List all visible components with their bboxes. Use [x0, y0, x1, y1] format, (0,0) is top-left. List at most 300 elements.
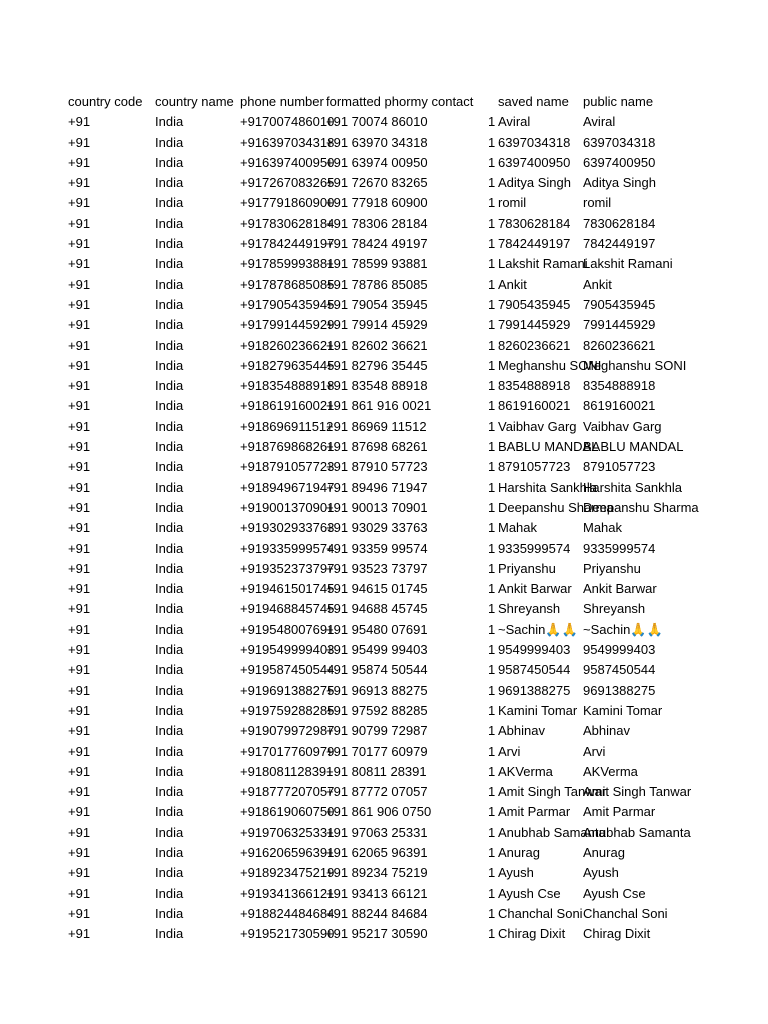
saved-name-cell: Mahak	[498, 520, 538, 536]
saved-name-cell: Lakshit Ramani	[498, 256, 588, 272]
country-name-cell: India	[155, 175, 184, 191]
phone-number-cell: +918791057723	[240, 459, 335, 475]
country-name-cell: India	[155, 215, 184, 231]
phone-number-cell: +919759288285	[240, 702, 335, 718]
phone-number-cell: +919335999574	[240, 540, 335, 556]
formatted-contact-cell: +91 78424 49197	[326, 236, 428, 252]
country-name-cell: India	[155, 337, 184, 353]
country-name-cell: India	[155, 357, 184, 373]
table-row	[0, 396, 768, 416]
country-name-cell: India	[155, 926, 184, 942]
saved-name-cell: Chanchal Soni	[498, 905, 583, 921]
country-name-cell: India	[155, 520, 184, 536]
country-code-cell: +91	[68, 723, 91, 739]
country-code-cell: +91	[68, 479, 91, 495]
saved-name-cell: Vaibhav Garg	[498, 418, 577, 434]
table-row	[0, 721, 768, 741]
phone-number-cell: +918769868261	[240, 439, 335, 455]
saved-name-cell: Deepanshu Sharma	[498, 499, 614, 515]
country-code-cell: +91	[68, 236, 91, 252]
country-code-cell: +91	[68, 459, 91, 475]
saved-name-cell: 8354888918	[498, 378, 571, 394]
country-code-cell: +91	[68, 702, 91, 718]
public-name-cell: Meghanshu SONI	[583, 357, 687, 373]
flag-cell: 1	[488, 804, 496, 820]
saved-name-cell: Ankit	[498, 276, 527, 292]
saved-name-cell: 9549999403	[498, 642, 571, 658]
country-name-cell: India	[155, 540, 184, 556]
table-row	[0, 620, 768, 640]
flag-cell: 1	[488, 154, 496, 170]
formatted-contact-cell: +91 87698 68261	[326, 439, 428, 455]
saved-name-cell: Priyanshu	[498, 560, 556, 576]
table-row	[0, 599, 768, 619]
table-row	[0, 133, 768, 153]
country-code-cell: +91	[68, 844, 91, 860]
phone-number-cell: +917905435945	[240, 296, 335, 312]
flag-cell: 1	[488, 540, 496, 556]
table-row	[0, 762, 768, 782]
phone-number-cell: +916397034318	[240, 134, 335, 150]
public-name-cell: 9335999574	[583, 540, 656, 556]
flag-cell: 1	[488, 763, 496, 779]
flag-cell: 1	[488, 905, 496, 921]
flag-cell: 1	[488, 195, 496, 211]
phone-number-cell: +917791860900	[240, 195, 335, 211]
formatted-contact-cell: +91 77918 60900	[326, 195, 428, 211]
table-row	[0, 802, 768, 822]
saved-name-cell: Shreyansh	[498, 601, 561, 617]
flag-cell: 1	[488, 520, 496, 536]
formatted-contact-cell: +91 79054 35945	[326, 296, 428, 312]
country-code-cell: +91	[68, 662, 91, 678]
country-name-cell: India	[155, 642, 184, 658]
formatted-contact-cell: +91 86969 11512	[326, 418, 427, 434]
table-row	[0, 823, 768, 843]
flag-cell: 1	[488, 357, 496, 373]
table-row	[0, 863, 768, 883]
saved-name-cell: Kamini Tomar	[498, 702, 578, 718]
table-row	[0, 782, 768, 802]
table-row	[0, 295, 768, 315]
phone-number-cell: +918824484684	[240, 905, 335, 921]
flag-cell: 1	[488, 276, 496, 292]
public-name-cell: 9587450544	[583, 662, 656, 678]
saved-name-cell: ~Sachin🙏🙏	[498, 621, 578, 637]
table-row	[0, 518, 768, 538]
phone-number-cell: +917830628184	[240, 215, 335, 231]
formatted-contact-cell: +91 95480 07691	[326, 621, 428, 637]
phone-number-cell: +917991445929	[240, 317, 335, 333]
saved-name-cell: Arvi	[498, 743, 521, 759]
flag-cell: 1	[488, 702, 496, 718]
saved-name-cell: 7991445929	[498, 317, 571, 333]
country-code-cell: +91	[68, 154, 91, 170]
formatted-contact-cell: +91 78599 93881	[326, 256, 428, 272]
saved-name-cell: BABLU MANDAL	[498, 439, 599, 455]
table-row	[0, 681, 768, 701]
country-code-cell: +91	[68, 296, 91, 312]
country-name-cell: India	[155, 236, 184, 252]
country-code-cell: +91	[68, 398, 91, 414]
formatted-contact-cell: +91 93029 33763	[326, 520, 428, 536]
flag-cell: 1	[488, 378, 496, 394]
phone-number-cell: +919079972987	[240, 723, 335, 739]
public-name-cell: 9549999403	[583, 642, 656, 658]
phone-number-cell: +919302933763	[240, 520, 335, 536]
flag-cell: 1	[488, 459, 496, 475]
public-name-cell: Ankit Barwar	[583, 581, 657, 597]
table-row	[0, 173, 768, 193]
flag-cell: 1	[488, 134, 496, 150]
country-name-cell: India	[155, 439, 184, 455]
country-code-cell: +91	[68, 642, 91, 658]
flag-cell: 1	[488, 337, 496, 353]
country-name-cell: India	[155, 459, 184, 475]
country-name-cell: India	[155, 621, 184, 637]
phone-number-cell: +916206596391	[240, 844, 335, 860]
country-name-cell: India	[155, 560, 184, 576]
flag-cell: 1	[488, 236, 496, 252]
public-name-cell: Priyanshu	[583, 560, 641, 576]
flag-cell: 1	[488, 784, 496, 800]
table-row	[0, 498, 768, 518]
saved-name-cell: Ayush Cse	[498, 885, 561, 901]
public-name-cell: Ankit	[583, 276, 612, 292]
country-name-cell: India	[155, 296, 184, 312]
flag-cell: 1	[488, 723, 496, 739]
public-name-cell: 8260236621	[583, 337, 656, 353]
country-name-cell: India	[155, 763, 184, 779]
public-name-cell: Aviral	[583, 114, 616, 130]
table-row	[0, 193, 768, 213]
country-name-cell: India	[155, 378, 184, 394]
flag-cell: 1	[488, 114, 496, 130]
flag-cell: 1	[488, 175, 496, 191]
saved-name-cell: AKVerma	[498, 763, 553, 779]
country-code-cell: +91	[68, 540, 91, 556]
table-row	[0, 356, 768, 376]
phone-number-cell: +918354888918	[240, 378, 335, 394]
country-code-cell: +91	[68, 337, 91, 353]
phone-number-cell: +919461501745	[240, 581, 335, 597]
country-code-cell: +91	[68, 804, 91, 820]
table-row	[0, 884, 768, 904]
phone-number-cell: +918619160021	[240, 398, 335, 414]
public-name-cell: Chirag Dixit	[583, 926, 651, 942]
phone-number-cell: +919352373797	[240, 560, 335, 576]
phone-number-cell: +918949671947	[240, 479, 335, 495]
country-code-cell: +91	[68, 418, 91, 434]
flag-cell: 1	[488, 418, 496, 434]
saved-name-cell: Aditya Singh	[498, 175, 571, 191]
table-row	[0, 539, 768, 559]
country-name-cell: India	[155, 418, 184, 434]
phone-number-cell: +917007486010	[240, 114, 335, 130]
country-code-cell: +91	[68, 601, 91, 617]
table-row	[0, 701, 768, 721]
phone-number-cell: +917859993881	[240, 256, 335, 272]
country-name-cell: India	[155, 723, 184, 739]
country-code-cell: +91	[68, 905, 91, 921]
formatted-contact-cell: +91 93359 99574	[326, 540, 428, 556]
phone-number-cell: +919691388275	[240, 682, 335, 698]
phone-number-cell: +918081128391	[240, 763, 334, 779]
phone-number-cell: +917842449197	[240, 236, 335, 252]
public-name-cell: Shreyansh	[583, 601, 646, 617]
country-code-cell: +91	[68, 439, 91, 455]
header-formatted-contact: formatted phormy contact	[326, 94, 474, 109]
public-name-cell: 8791057723	[583, 459, 656, 475]
flag-cell: 1	[488, 256, 496, 272]
formatted-contact-cell: +91 63970 34318	[326, 134, 428, 150]
saved-name-cell: Amit Singh Tanwar	[498, 784, 607, 800]
header-country-code: country code	[68, 94, 143, 109]
country-name-cell: India	[155, 865, 184, 881]
saved-name-cell: 8619160021	[498, 398, 571, 414]
header-public-name: public name	[583, 94, 654, 109]
formatted-contact-cell: +91 90799 72987	[326, 723, 428, 739]
country-code-cell: +91	[68, 256, 91, 272]
country-name-cell: India	[155, 479, 184, 495]
public-name-cell: Ayush	[583, 865, 619, 881]
flag-cell: 1	[488, 317, 496, 333]
public-name-cell: 7830628184	[583, 215, 656, 231]
formatted-contact-cell: +91 97063 25331	[326, 824, 428, 840]
table-row	[0, 376, 768, 396]
flag-cell: 1	[488, 662, 496, 678]
country-code-cell: +91	[68, 824, 91, 840]
public-name-cell: Anubhab Samanta	[583, 824, 691, 840]
country-name-cell: India	[155, 804, 184, 820]
country-name-cell: India	[155, 784, 184, 800]
formatted-contact-cell: +91 70074 86010	[326, 114, 428, 130]
flag-cell: 1	[488, 439, 496, 455]
phone-number-cell: +917878685085	[240, 276, 335, 292]
phone-number-cell: +919706325331	[240, 824, 335, 840]
country-code-cell: +91	[68, 560, 91, 576]
header-phone-number: phone number	[240, 94, 324, 109]
public-name-cell: Amit Parmar	[583, 804, 656, 820]
table-row	[0, 234, 768, 254]
country-name-cell: India	[155, 114, 184, 130]
saved-name-cell: romil	[498, 195, 527, 211]
public-name-cell: Chanchal Soni	[583, 905, 668, 921]
public-name-cell: 7991445929	[583, 317, 656, 333]
public-name-cell: romil	[583, 195, 612, 211]
formatted-contact-cell: +91 96913 88275	[326, 682, 428, 698]
country-name-cell: India	[155, 702, 184, 718]
table-row	[0, 457, 768, 477]
country-code-cell: +91	[68, 784, 91, 800]
table-row	[0, 336, 768, 356]
phone-number-cell: +917267083265	[240, 175, 335, 191]
saved-name-cell: Anubhab Samanta	[498, 824, 606, 840]
formatted-contact-cell: +91 93413 66121	[326, 885, 428, 901]
saved-name-cell: Abhinav	[498, 723, 545, 739]
country-name-cell: India	[155, 824, 184, 840]
public-name-cell: 6397034318	[583, 134, 656, 150]
table-row	[0, 437, 768, 457]
country-code-cell: +91	[68, 215, 91, 231]
saved-name-cell: 8260236621	[498, 337, 571, 353]
flag-cell: 1	[488, 743, 496, 759]
table-row	[0, 315, 768, 335]
country-name-cell: India	[155, 601, 184, 617]
public-name-cell: Lakshit Ramani	[583, 256, 673, 272]
country-code-cell: +91	[68, 317, 91, 333]
country-code-cell: +91	[68, 276, 91, 292]
formatted-contact-cell: +91 82602 36621	[326, 337, 428, 353]
public-name-cell: Anurag	[583, 844, 625, 860]
country-code-cell: +91	[68, 114, 91, 130]
phone-number-cell: +916397400950	[240, 154, 335, 170]
table-row	[0, 924, 768, 944]
country-name-cell: India	[155, 499, 184, 515]
country-code-cell: +91	[68, 743, 91, 759]
public-name-cell: 7842449197	[583, 236, 656, 252]
country-name-cell: India	[155, 885, 184, 901]
country-name-cell: India	[155, 276, 184, 292]
country-name-cell: India	[155, 905, 184, 921]
formatted-contact-cell: +91 83548 88918	[326, 378, 428, 394]
public-name-cell: 7905435945	[583, 296, 656, 312]
flag-cell: 1	[488, 926, 496, 942]
public-name-cell: Kamini Tomar	[583, 702, 663, 718]
saved-name-cell: 9587450544	[498, 662, 571, 678]
formatted-contact-cell: +91 95217 30590	[326, 926, 428, 942]
saved-name-cell: 9335999574	[498, 540, 571, 556]
formatted-contact-cell: +91 63974 00950	[326, 154, 428, 170]
saved-name-cell: Harshita Sankhla	[498, 479, 597, 495]
spreadsheet	[0, 92, 768, 944]
country-code-cell: +91	[68, 621, 91, 637]
formatted-contact-cell: +91 861 916 0021	[326, 398, 432, 414]
header-row	[0, 92, 768, 112]
country-code-cell: +91	[68, 175, 91, 191]
formatted-contact-cell: +91 94615 01745	[326, 581, 428, 597]
phone-number-cell: +918619060750	[240, 804, 335, 820]
public-name-cell: Deepanshu Sharma	[583, 499, 699, 515]
phone-number-cell: +919468845745	[240, 601, 335, 617]
country-name-cell: India	[155, 398, 184, 414]
country-name-cell: India	[155, 134, 184, 150]
formatted-contact-cell: +91 72670 83265	[326, 175, 428, 191]
phone-number-cell: +919521730590	[240, 926, 335, 942]
saved-name-cell: 7905435945	[498, 296, 571, 312]
formatted-contact-cell: +91 90013 70901	[326, 499, 428, 515]
public-name-cell: 8619160021	[583, 398, 656, 414]
saved-name-cell: 9691388275	[498, 682, 571, 698]
country-name-cell: India	[155, 317, 184, 333]
phone-number-cell: +919001370901	[240, 499, 335, 515]
saved-name-cell: 6397400950	[498, 154, 571, 170]
header-country-name: country name	[155, 94, 234, 109]
phone-number-cell: +919548007691	[240, 621, 335, 637]
table-body	[0, 112, 768, 944]
country-name-cell: India	[155, 743, 184, 759]
country-name-cell: India	[155, 682, 184, 698]
public-name-cell: Amit Singh Tanwar	[583, 784, 692, 800]
table-row	[0, 660, 768, 680]
flag-cell: 1	[488, 479, 496, 495]
phone-number-cell: +917017760979	[240, 743, 335, 759]
saved-name-cell: Meghanshu SONI	[498, 357, 602, 373]
formatted-contact-cell: +91 80811 28391	[326, 763, 427, 779]
flag-cell: 1	[488, 621, 496, 637]
table-row	[0, 254, 768, 274]
public-name-cell: Aditya Singh	[583, 175, 656, 191]
phone-number-cell: +918260236621	[240, 337, 335, 353]
flag-cell: 1	[488, 682, 496, 698]
flag-cell: 1	[488, 581, 496, 597]
country-name-cell: India	[155, 154, 184, 170]
flag-cell: 1	[488, 642, 496, 658]
flag-cell: 1	[488, 398, 496, 414]
table-row	[0, 904, 768, 924]
country-code-cell: +91	[68, 520, 91, 536]
public-name-cell: Arvi	[583, 743, 606, 759]
flag-cell: 1	[488, 560, 496, 576]
saved-name-cell: Ankit Barwar	[498, 581, 572, 597]
saved-name-cell: 6397034318	[498, 134, 571, 150]
table-row	[0, 640, 768, 660]
formatted-contact-cell: +91 87910 57723	[326, 459, 428, 475]
phone-number-cell: +918696911512	[240, 418, 334, 434]
country-code-cell: +91	[68, 581, 91, 597]
phone-number-cell: +919549999403	[240, 642, 335, 658]
formatted-contact-cell: +91 89496 71947	[326, 479, 428, 495]
country-name-cell: India	[155, 581, 184, 597]
public-name-cell: ~Sachin🙏🙏	[583, 621, 663, 637]
saved-name-cell: Ayush	[498, 865, 534, 881]
phone-number-cell: +918777207057	[240, 784, 335, 800]
formatted-contact-cell: +91 94688 45745	[326, 601, 428, 617]
table-row	[0, 579, 768, 599]
flag-cell: 1	[488, 844, 496, 860]
saved-name-cell: Aviral	[498, 114, 531, 130]
country-code-cell: +91	[68, 865, 91, 881]
flag-cell: 1	[488, 215, 496, 231]
public-name-cell: 6397400950	[583, 154, 656, 170]
formatted-contact-cell: +91 78786 85085	[326, 276, 428, 292]
country-name-cell: India	[155, 844, 184, 860]
table-row	[0, 153, 768, 173]
formatted-contact-cell: +91 62065 96391	[326, 844, 428, 860]
country-code-cell: +91	[68, 195, 91, 211]
header-saved-name: saved name	[498, 94, 569, 109]
country-code-cell: +91	[68, 357, 91, 373]
formatted-contact-cell: +91 87772 07057	[326, 784, 428, 800]
table-row	[0, 214, 768, 234]
country-code-cell: +91	[68, 378, 91, 394]
public-name-cell: 8354888918	[583, 378, 656, 394]
flag-cell: 1	[488, 824, 496, 840]
public-name-cell: BABLU MANDAL	[583, 439, 684, 455]
public-name-cell: Vaibhav Garg	[583, 418, 662, 434]
table-row	[0, 112, 768, 132]
formatted-contact-cell: +91 79914 45929	[326, 317, 428, 333]
formatted-contact-cell: +91 88244 84684	[326, 905, 428, 921]
flag-cell: 1	[488, 865, 496, 881]
formatted-contact-cell: +91 861 906 0750	[326, 804, 432, 820]
public-name-cell: Mahak	[583, 520, 623, 536]
country-code-cell: +91	[68, 682, 91, 698]
saved-name-cell: 7842449197	[498, 236, 571, 252]
flag-cell: 1	[488, 601, 496, 617]
phone-number-cell: +919341366121	[240, 885, 335, 901]
flag-cell: 1	[488, 885, 496, 901]
